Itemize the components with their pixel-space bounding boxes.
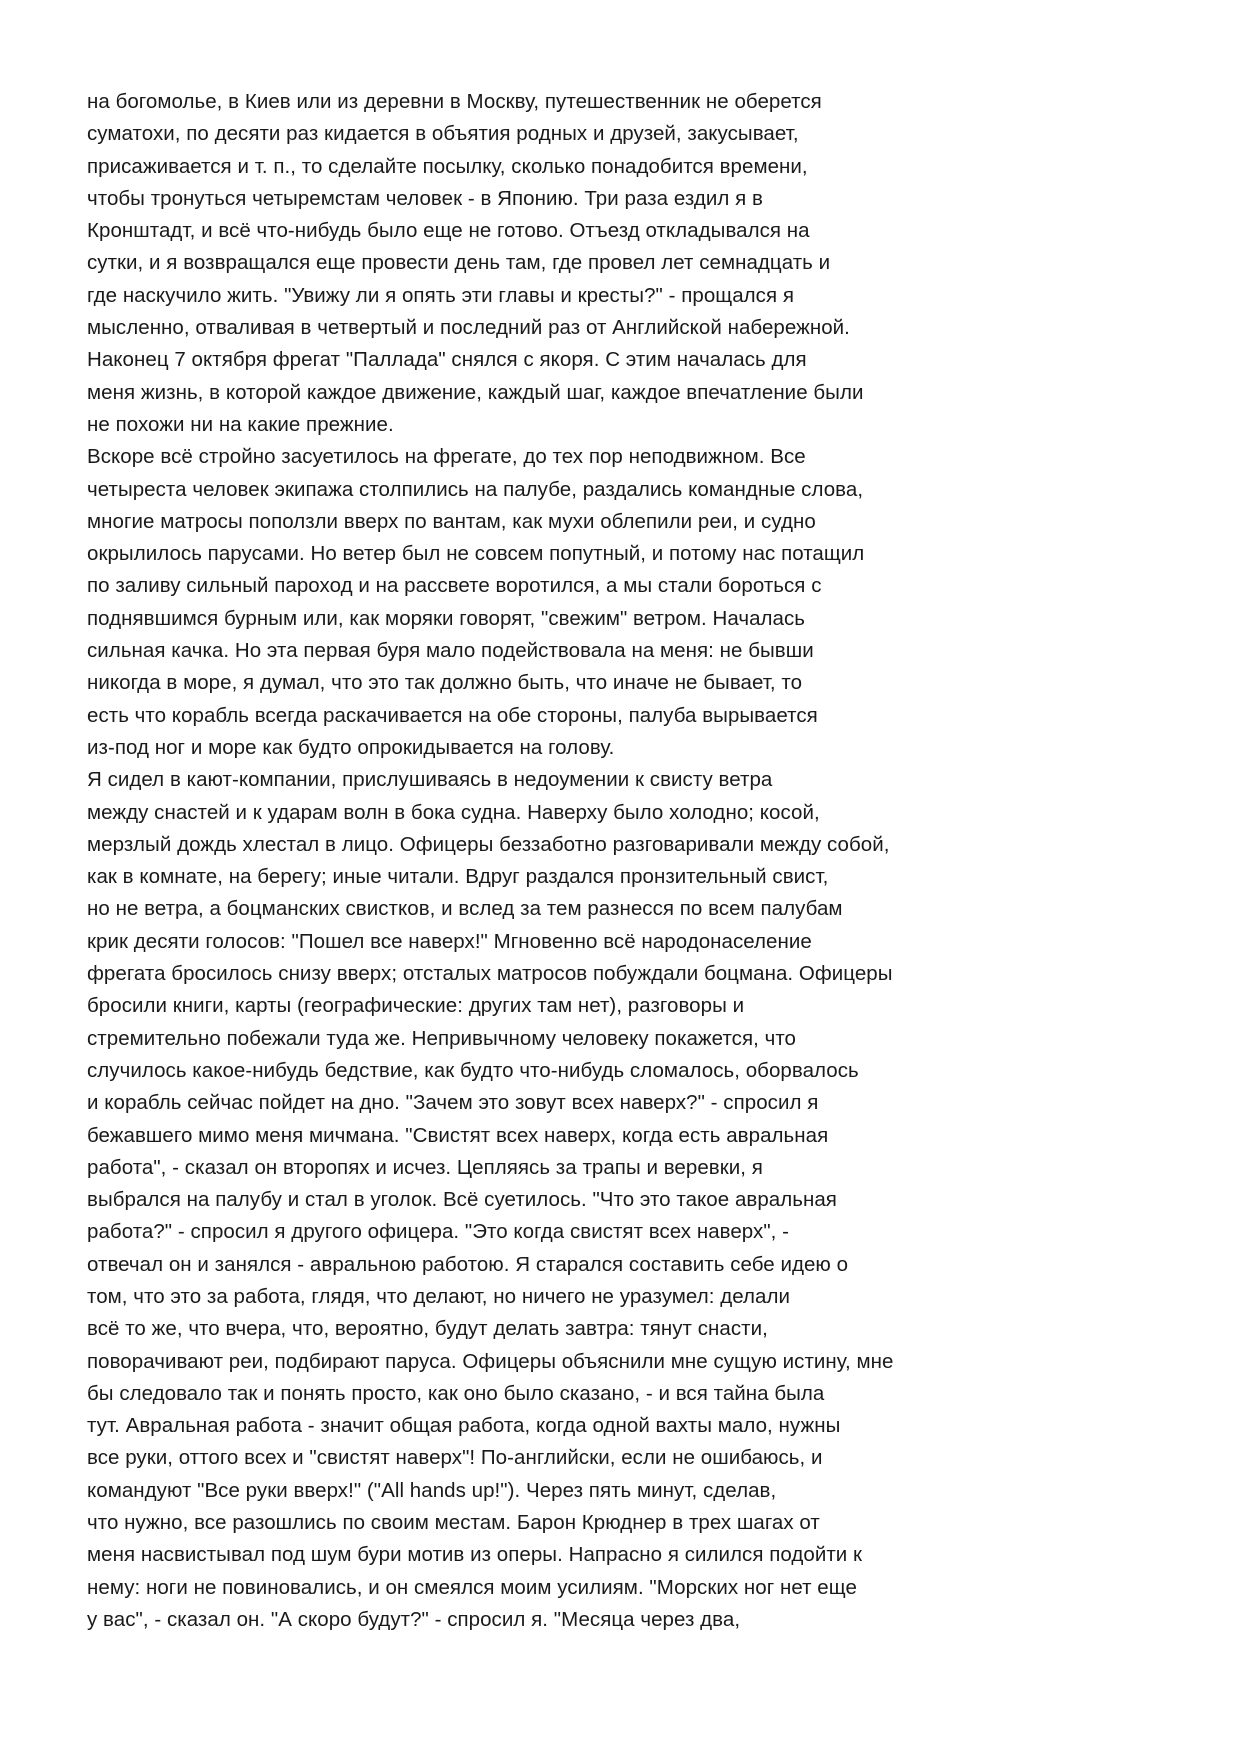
text-line-35: выбрался на палубу и стал в уголок. Всё суетилось. "Что это такое авральная	[87, 1188, 837, 1212]
text-line-29: бросили книги, карты (географические: других там нет), разговоры и	[87, 994, 745, 1018]
text-line-17: поднявшимся бурным или, как моряки говорят, "свежим" ветром. Началась	[87, 606, 806, 630]
text-line-40: поворачивают реи, подбирают паруса. Офицеры объяснили мне сущую истину, мне	[87, 1349, 894, 1373]
text-line-23: между снастей и к ударам волн в бока судна. Наверху было холодно; косой,	[87, 800, 820, 824]
text-line-48: у вас", - сказал он. "А скоро будут?" - спросил я. "Месяца через два,	[87, 1607, 741, 1631]
text-line-33: бежавшего мимо меня мичмана. "Свистят всех наверх, когда есть авральная	[87, 1123, 829, 1147]
text-line-22: Я сидел в кают-компании, прислушиваясь в недоумении к свисту ветра	[87, 768, 773, 792]
text-line-37: отвечал он и занялся - авральною работою. Я старался составить себе идею о	[87, 1252, 849, 1276]
text-line-31: случилось какое-нибудь бедствие, как будто что-нибудь сломалось, оборвалось	[87, 1058, 859, 1082]
text-line-7: где наскучило жить. "Увижу ли я опять эти главы и кресты?" - прощался я	[87, 283, 795, 307]
text-line-20: есть что корабль всегда раскачивается на обе стороны, палуба вырывается	[87, 703, 818, 727]
text-line-9: Наконец 7 октября фрегат "Паллада" снялся с якоря. С этим началась для	[87, 348, 807, 372]
text-line-16: по заливу сильный пароход и на рассвете воротился, а мы стали бороться с	[87, 574, 822, 598]
text-line-19: никогда в море, я думал, что это так должно быть, что иначе не бывает, то	[87, 671, 803, 695]
text-line-4: чтобы тронуться четыремстам человек - в Японию. Три раза ездил я в	[87, 186, 763, 210]
text-line-47: нему: ноги не повиновались, и он смеялся моим усилиям. "Морских ног нет еще	[87, 1575, 857, 1599]
text-line-43: все руки, оттого всех и "свистят наверх"! По-английски, если не ошибаюсь, и	[87, 1446, 823, 1470]
text-line-12: Вскоре всё стройно засуетилось на фрегате, до тех пор неподвижном. Все	[87, 445, 806, 469]
text-line-6: сутки, и я возвращался еще провести день там, где провел лет семнадцать и	[87, 251, 831, 275]
text-line-27: крик десяти голосов: "Пошел все наверх!" Мгновенно всё народонаселение	[87, 929, 812, 953]
text-line-46: меня насвистывал под шум бури мотив из оперы. Напрасно я силился подойти к	[87, 1543, 863, 1567]
text-line-44: командуют "Все руки вверх!" ("All hands up!"). Через пять минут, сделав,	[87, 1478, 777, 1502]
text-line-32: и корабль сейчас пойдет на дно. "Зачем это зовут всех наверх?" - спросил я	[87, 1091, 819, 1115]
text-line-42: тут. Авральная работа - значит общая работа, когда одной вахты мало, нужны	[87, 1414, 841, 1438]
text-line-15: окрылилось парусами. Но ветер был не совсем попутный, и потому нас потащил	[87, 542, 865, 566]
text-line-8: мысленно, отваливая в четвертый и последний раз от Английской набережной.	[87, 316, 850, 340]
text-line-2: суматохи, по десяти раз кидается в объятия родных и друзей, закусывает,	[87, 122, 799, 146]
text-line-1: на богомолье, в Киев или из деревни в Москву, путешественник не оберется	[87, 90, 822, 113]
text-line-21: из-под ног и море как будто опрокидывается на голову.	[87, 735, 615, 759]
body-text	[87, 86, 1187, 1636]
text-line-24: мерзлый дождь хлестал в лицо. Офицеры беззаботно разговаривали между собой,	[87, 832, 890, 856]
text-line-5: Кронштадт, и всё что-нибудь было еще не готово. Отъезд откладывался на	[87, 219, 810, 243]
text-line-34: работа", - сказал он второпях и исчез. Цепляясь за трапы и веревки, я	[87, 1155, 763, 1179]
text-line-10: меня жизнь, в которой каждое движение, каждый шаг, каждое впечатление были	[87, 380, 864, 404]
text-line-28: фрегата бросилось снизу вверх; отсталых матросов побуждали боцмана. Офицеры	[87, 962, 893, 986]
text-line-38: том, что это за работа, глядя, что делают, но ничего не уразумел: делали	[87, 1284, 790, 1308]
text-line-11: не похожи ни на какие прежние.	[87, 412, 394, 436]
text-line-25: как в комнате, на берегу; иные читали. Вдруг раздался пронзительный свист,	[87, 865, 829, 889]
text-line-45: что нужно, все разошлись по своим местам. Барон Крюднер в трех шагах от	[87, 1511, 820, 1535]
text-line-13: четыреста человек экипажа столпились на палубе, раздались командные слова,	[87, 477, 864, 501]
text-line-30: стремительно побежали туда же. Непривычному человеку покажется, что	[87, 1026, 796, 1050]
text-line-41: бы следовало так и понять просто, как оно было сказано, - и вся тайна была	[87, 1381, 825, 1405]
text-line-39: всё то же, что вчера, что, вероятно, будут делать завтра: тянут снасти,	[87, 1317, 768, 1341]
text-line-3: присаживается и т. п., то сделайте посылку, сколько понадобится времени,	[87, 154, 808, 178]
text-line-26: но не ветра, а боцманских свистков, и вслед за тем разнесся по всем палубам	[87, 897, 843, 921]
text-line-14: многие матросы поползли вверх по вантам, как мухи облепили реи, и судно	[87, 509, 816, 533]
text-line-18: сильная качка. Но эта первая буря мало подействовала на меня: не бывши	[87, 639, 814, 663]
text-line-36: работа?" - спросил я другого офицера. "Это когда свистят всех наверх", -	[87, 1220, 790, 1244]
